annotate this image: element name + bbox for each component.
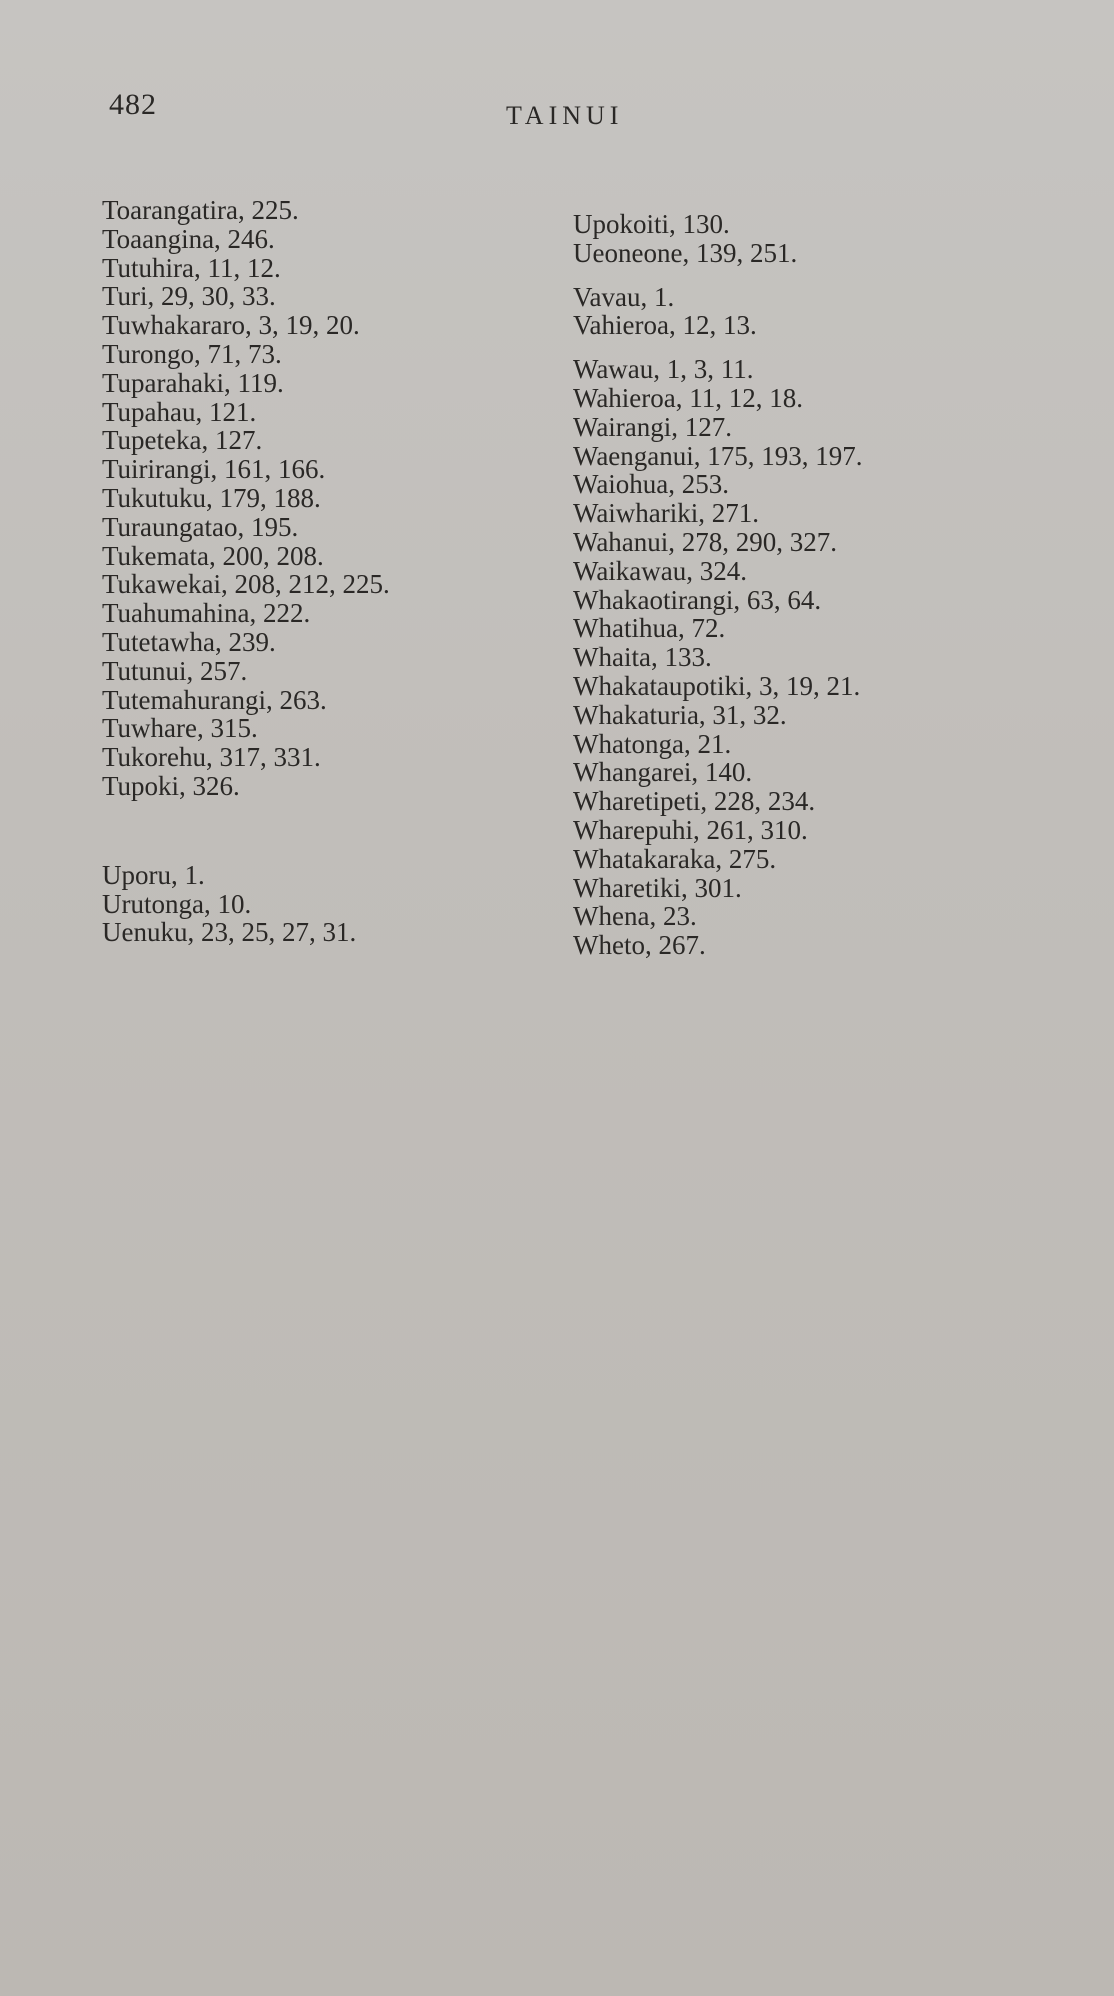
index-entry: Tukutuku, 179, 188. [102, 482, 321, 513]
index-entry: Tuwhakararo, 3, 19, 20. [102, 310, 360, 341]
index-entry: Whakaotirangi, 63, 64. [573, 584, 822, 615]
index-entry: Tutemahurangi, 263. [102, 684, 327, 715]
index-entry: Wawau, 1, 3, 11. [573, 354, 754, 385]
index-entry: Urutonga, 10. [102, 888, 252, 919]
index-entry: Turaungatao, 195. [102, 511, 299, 542]
index-entry: Wharetiki, 301. [573, 872, 742, 903]
index-entry: Ueoneone, 139, 251. [573, 237, 798, 268]
index-entry: Wahanui, 278, 290, 327. [573, 526, 838, 557]
index-entry: Tupeteka, 127. [102, 425, 263, 456]
index-entry: Vahieroa, 12, 13. [573, 310, 757, 341]
index-entry: Tutunui, 257. [102, 655, 248, 686]
index-group [573, 210, 863, 268]
index-entry: Tupahau, 121. [102, 396, 257, 427]
index-entry: Tuparahaki, 119. [102, 367, 284, 398]
index-entry: Tuirirangi, 161, 166. [102, 454, 326, 485]
index-entry: Toarangatira, 225. [102, 195, 299, 225]
index-entry: Whatakaraka, 275. [573, 843, 777, 874]
index-entry: Tutetawha, 239. [102, 626, 276, 657]
index-group [573, 283, 863, 341]
index-entry: Vavau, 1. [573, 281, 675, 312]
index-entry: Wheto, 267. [573, 930, 706, 961]
index-group [573, 355, 863, 960]
index-entry: Whena, 23. [573, 901, 697, 932]
index-entry: Whangarei, 140. [573, 757, 753, 788]
index-entry: Whaita, 133. [573, 642, 712, 673]
index-entry: Tukawekai, 208, 212, 225. [102, 569, 390, 600]
index-entry: Waikawau, 324. [573, 555, 748, 586]
index-entry: Waenganui, 175, 193, 197. [573, 440, 863, 471]
index-column-left [102, 196, 390, 947]
index-entry: Wahieroa, 11, 12, 18. [573, 382, 804, 413]
running-title: TAINUI [506, 101, 624, 130]
page-number: 482 [109, 88, 157, 121]
index-entry: Turongo, 71, 73. [102, 338, 282, 369]
index-entry: Turi, 29, 30, 33. [102, 281, 276, 312]
index-group [102, 196, 390, 801]
index-entry: Wharepuhi, 261, 310. [573, 814, 808, 845]
index-entry: Tukorehu, 317, 331. [102, 742, 321, 773]
index-column-right [573, 210, 863, 960]
index-group [102, 861, 390, 947]
index-entry: Upokoiti, 130. [573, 209, 730, 239]
index-entry: Tukemata, 200, 208. [102, 540, 324, 571]
index-entry: Tuwhare, 315. [102, 713, 258, 744]
index-entry: Toaangina, 246. [102, 223, 275, 254]
index-entry: Waiohua, 253. [573, 469, 730, 500]
index-entry: Uenuku, 23, 25, 27, 31. [102, 917, 357, 948]
index-entry: Whatihua, 72. [573, 613, 726, 644]
index-entry: Whakaturia, 31, 32. [573, 699, 787, 730]
index-entry: Wharetipeti, 228, 234. [573, 786, 816, 817]
index-entry: Uporu, 1. [102, 859, 205, 890]
index-entry: Waiwhariki, 271. [573, 498, 760, 529]
index-entry: Tuahumahina, 222. [102, 598, 311, 629]
index-entry: Whatonga, 21. [573, 728, 732, 759]
index-entry: Whakataupotiki, 3, 19, 21. [573, 670, 861, 701]
index-entry: Tupoki, 326. [102, 770, 240, 801]
index-entry: Wairangi, 127. [573, 411, 733, 442]
index-entry: Tutuhira, 11, 12. [102, 252, 281, 283]
